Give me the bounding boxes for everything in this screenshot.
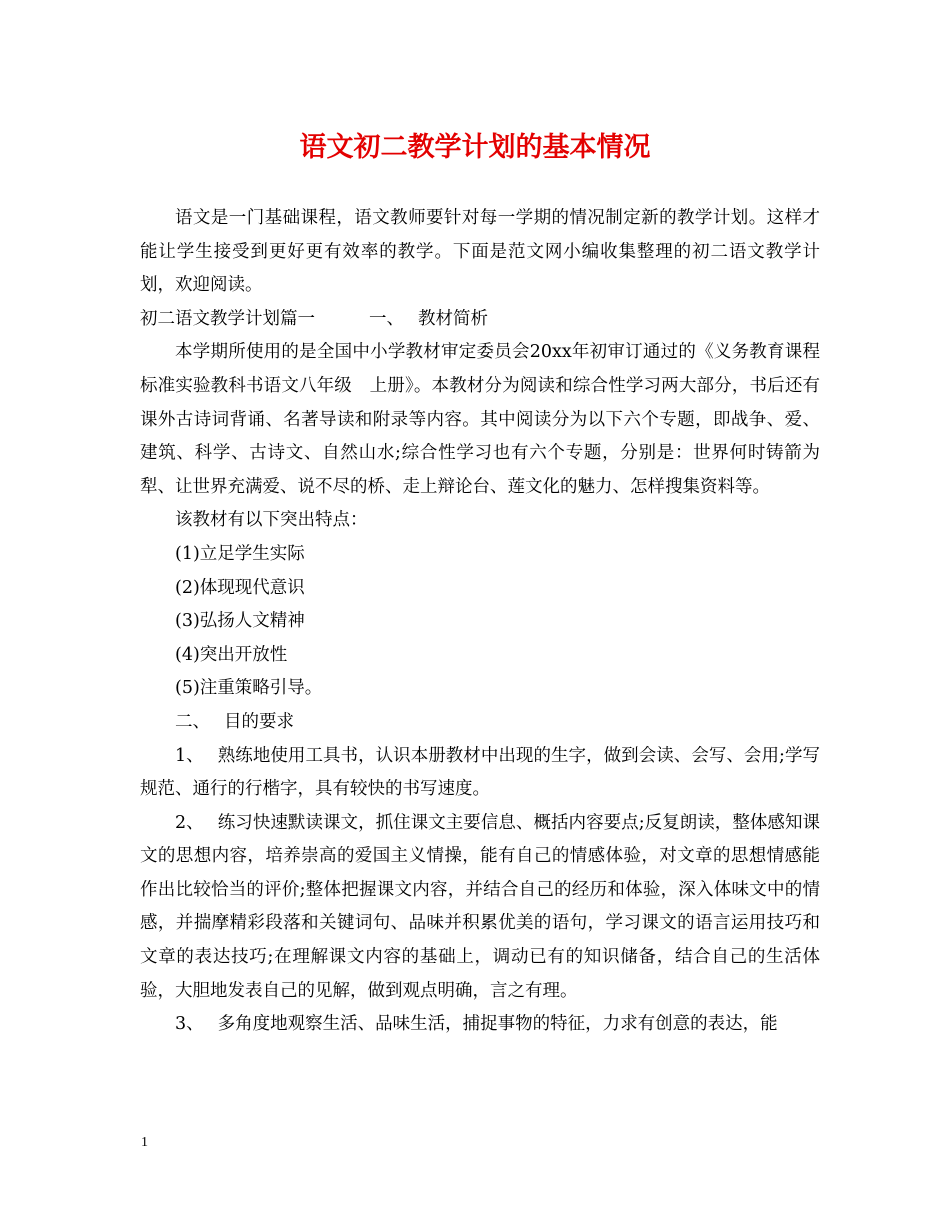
feature-item: (3)弘扬人文精神 <box>175 611 305 632</box>
section-number: 一、 <box>369 308 404 329</box>
goal-text: 练习快速默读课文，抓住课文主要信息、概括内容要点;反复朗读，整体感知课文的思想内容，培养崇高的爱国主义情操，能有自己的情感体验，对文章的思想情感能作出比较恰当的评价;整体把握课文内容，并结合自己的经历和体验，深入体味文中的情感，并揣摩精彩段落和关键词句、品味并积累优美的语句，学习课文的语言运用技巧和文章的表达技巧;在理解课文内容的基础上，调动已有的知识储备，结合自己的生活体验，大胆地发表自己的见解，做到观点明确，言之有理。 <box>140 812 820 1001</box>
feature-item: (2)体现现代意识 <box>175 577 305 598</box>
goal-item <box>140 1008 820 1042</box>
goal-number: 2、 <box>175 812 204 833</box>
goals-heading: 目的要求 <box>224 711 294 732</box>
goal-text: 熟练地使用工具书，认识本册教材中出现的生字，做到会读、会写、会用;学写规范、通行的行楷字，具有较快的书写速度。 <box>140 745 820 800</box>
goal-item <box>140 807 820 1009</box>
features-intro: 该教材有以下突出特点： <box>175 510 368 531</box>
document-title: 语文初二教学计划的基本情况 <box>299 132 651 163</box>
section-part-label: 初二语文教学计划篇一 <box>140 308 315 329</box>
goal-text: 多角度地观察生活、品味生活，捕捉事物的特征，力求有创意的表达，能 <box>217 1014 778 1035</box>
page-number: 1 <box>141 1135 148 1150</box>
intro-paragraph: 语文是一门基础课程，语文教师要针对每一学期的情况制定新的教学计划。这样才能让学生接受到更好更有效率的教学。下面是范文网小编收集整理的初二语文教学计划，欢迎阅读。 <box>140 208 820 296</box>
feature-item: (4)突出开放性 <box>175 644 288 665</box>
goals-header <box>140 706 820 740</box>
section-heading: 教材简析 <box>418 308 488 329</box>
goals-number: 二、 <box>175 711 210 732</box>
goal-item <box>140 740 820 807</box>
feature-item: (1)立足学生实际 <box>175 543 305 564</box>
textbook-paragraph: 本学期所使用的是全国中小学教材审定委员会20xx年初审订通过的《义务教育课程标准实验教科书语文八年级 上册》。本教材分为阅读和综合性学习两大部分，书后还有课外古诗词背诵、名著导读和附录等内容。其中阅读分为以下六个专题，即战争、爱、建筑、科学、古诗文、自然山水;综合性学习也有六个专题，分别是：世界何时铸箭为犁、让世界充满爱、说不尽的桥、走上辩论台、莲文化的魅力、怎样搜集资料等。 <box>140 342 820 497</box>
section-header <box>140 303 820 337</box>
feature-item: (5)注重策略引导。 <box>175 678 323 699</box>
goal-number: 1、 <box>175 745 204 766</box>
document-body <box>140 202 820 1042</box>
goal-number: 3、 <box>175 1014 204 1035</box>
